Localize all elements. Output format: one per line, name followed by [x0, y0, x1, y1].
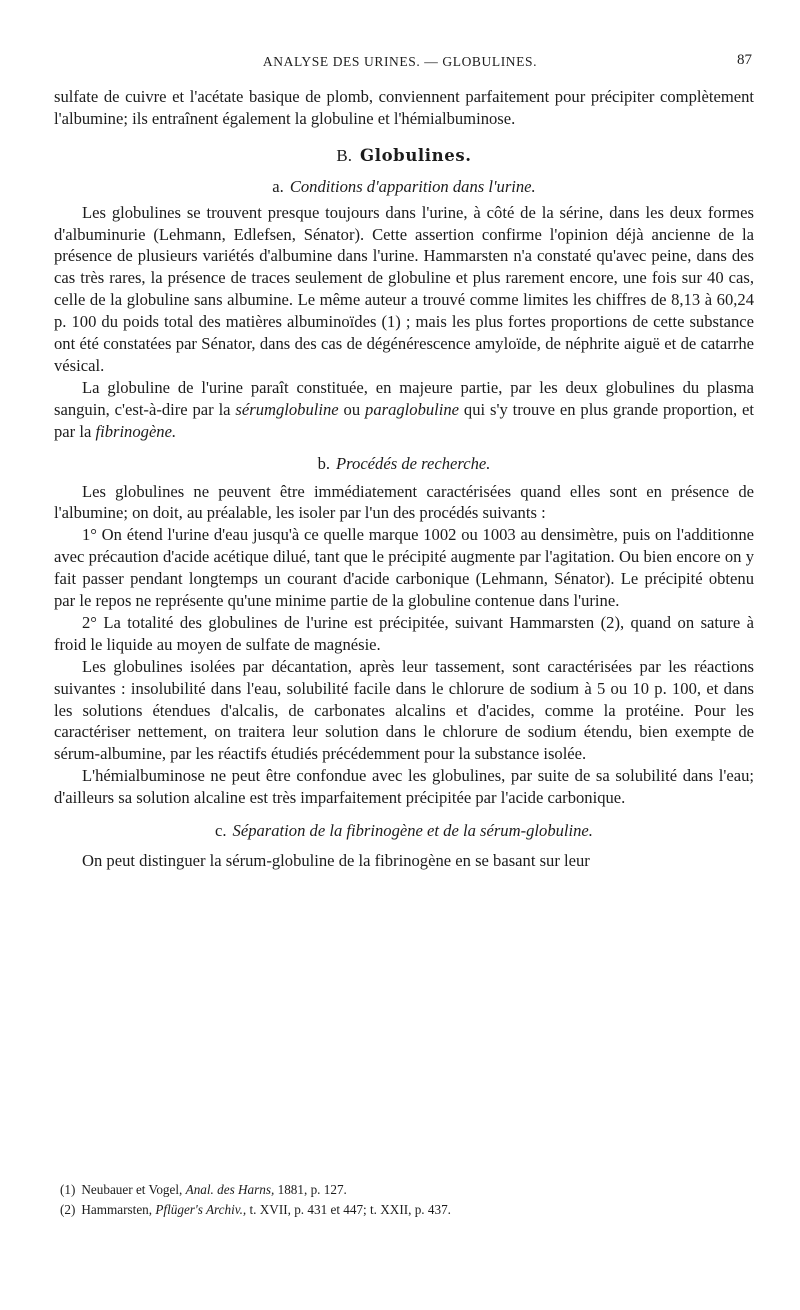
subheading-letter: a. [272, 176, 284, 196]
text-run: Neubauer et Vogel, [81, 1182, 186, 1197]
paragraph: On peut distinguer la sérum-globuline de la fibrinogène en se basant sur leur [82, 851, 590, 870]
subheading-title: Conditions d'apparition dans l'urine. [289, 176, 536, 196]
subheading-title: Procédés de recherche. [336, 453, 491, 473]
subheading-conditions [54, 176, 754, 198]
footnote-mark: (1) [60, 1182, 76, 1197]
text-run: ou [338, 399, 366, 419]
page-header [0, 52, 800, 72]
page-number: 87 [737, 52, 752, 68]
text-run: 1881, p. 127. [274, 1182, 347, 1197]
text-run: t. XVII, p. 431 et 447; t. XXII, p. 437. [246, 1201, 451, 1217]
italic-term: fibrinogène. [95, 421, 177, 441]
footnote [54, 1200, 754, 1220]
footnote-mark: (2) [60, 1201, 76, 1217]
paragraph: Les globulines se trouvent presque toujours dans l'urine, à côté de la sérine, dans les deux formes d'albuminurie (Lehmann, Edlefsen, Sénator). Cette assertion confirme l'opinion déjà ancienne de la présence de plusieurs variétés d'albumine dans l'urine. Hammarsten n'a constaté qu'avec peine, dans des cas très rares, la présence de traces seulement de globuline et plus rarement encore, une fois sur 40 cas, celle de la globuline sans albumine. Le même auteur a trouvé comme limites les chiffres de 8,13 à 60,24 p. 100 du poids total des matières albuminoïdes (1) ; mais les plus fortes proportions de cette substance ont été constatées par Sénator, dans des cas de dégénérescence amyloïde, de néphrite aiguë et de catarrhe vésical. [54, 202, 754, 375]
text-run: La globuline de l'urine paraît constituée, en majeure partie, par les deux globulines du plasma sanguin, c'est-à-dire par la [54, 377, 754, 419]
subheading-letter: c. [215, 821, 227, 841]
italic-term: paraglobuline [365, 399, 460, 419]
section-letter: B. [336, 145, 353, 165]
subheading-procedes [54, 453, 754, 475]
italic-term: sérumglobuline [235, 399, 339, 419]
running-title: ANALYSE DES URINES. — GLOBULINES. [262, 54, 538, 69]
paragraph [54, 377, 754, 443]
section-heading-globulines [54, 145, 754, 167]
paragraph: 1° On étend l'urine d'eau jusqu'à ce quelle marque 1002 ou 1003 au densimètre, puis on l'additionne avec précaution d'acide acétique dilué, tant que le précipité augmente par l'agitation. Ou bien encore on y fait passer pendant longtemps un courant d'acide carbonique (Lehmann, Sénator). Le précipité obtenu par le repos ne représente qu'une minime partie de la globuline contenue dans l'urine. [54, 525, 754, 611]
subheading-letter: b. [317, 453, 331, 473]
text-run: qui s'y trouve en plus grande proportion, et par la [54, 399, 754, 441]
section-title: Globulines. [360, 145, 472, 165]
text-run: Hammarsten, [81, 1201, 156, 1217]
paragraph: Les globulines ne peuvent être immédiatement caractérisées quand elles sont en présence de l'albumine; on doit, au préalable, les isoler par l'un des procédés suivants : [54, 481, 754, 523]
italic-term: Pflüger's Archiv., [155, 1201, 247, 1217]
paragraph: L'hémialbuminose ne peut être confondue avec les globulines, par suite de sa solubilité dans l'eau; d'ailleurs sa solution alcaline est très imparfaitement précipitée par l'acide carbonique. [54, 766, 754, 808]
main-text [54, 86, 754, 872]
subheading-title: Séparation de la fibrinogène et de la sérum-globuline. [232, 821, 593, 841]
paragraph: 2° La totalité des globulines de l'urine est précipitée, suivant Hammarsten (2), quand on sature à froid le liquide au moyen de sulfate de magnésie. [54, 612, 754, 654]
paragraph: Les globulines isolées par décantation, après leur tassement, sont caractérisées par les réactions suivantes : insolubilité dans l'eau, solubilité facile dans le chlorure de sodium à 5 ou 10 p. 100, et dans les solutions étendues d'alcalis, de carbonates alcalins et d'acides, comme la protéine. Pour les caractériser nettement, on traitera leur solution dans le chlorure de sodium étendu, bien exempte de sérum-albumine, par les réactifs étudiés précédemment pour la substance isolée. [54, 656, 754, 764]
italic-term: Anal. des Harns, [185, 1182, 275, 1197]
footnote [54, 1180, 754, 1200]
intro-paragraph: sulfate de cuivre et l'acétate basique de plomb, conviennent parfaitement pour précipiter complètement l'albumine; ils entraînent également la globuline et l'hémialbuminose. [54, 87, 754, 128]
subheading-separation [54, 820, 754, 842]
footnotes [54, 1180, 754, 1219]
